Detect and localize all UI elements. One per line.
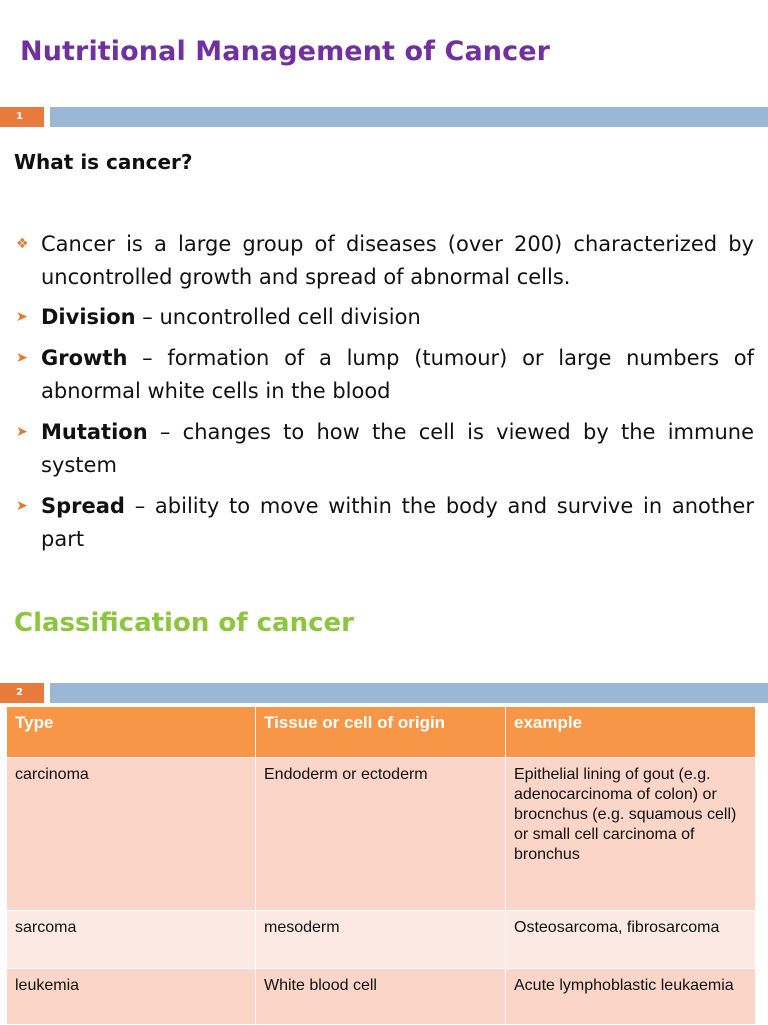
arrow-bullet-icon: ➤ [16,424,28,440]
slide1-divider [0,107,768,127]
table-cell: Endoderm or ectoderm [256,758,506,911]
table-cell: Epithelial lining of gout (e.g. adenocarcinoma of colon) or brocnchus (e.g. squamous cell) or small cell carcinoma of bronchus [506,758,756,911]
divider-bar [50,683,768,703]
table-row [7,758,756,911]
table-cell: Osteosarcoma, fibrosarcoma [506,911,756,969]
arrow-bullet-icon: ➤ [16,350,28,366]
table-cell: mesoderm [256,911,506,969]
table-cell: Acute lymphoblastic leukaemia [506,969,756,1025]
intro-paragraph: ❖ Cancer is a large group of diseases (over 200) characterized by uncontrolled growth and spread of abnormal cells. [14,228,754,294]
list-item [14,301,754,334]
list-item [14,342,754,408]
table-cell: sarcoma [7,911,256,969]
table-header-row [7,707,756,758]
list-item-term: Growth [41,346,128,370]
divider-bar [50,107,768,127]
table-row [7,969,756,1025]
list-item-term: Spread [41,494,125,518]
slide-number: 1 [0,107,44,127]
slide2-title: Classification of cancer [14,608,354,638]
table-header-cell: example [506,707,756,758]
arrow-bullet-icon: ➤ [16,309,28,325]
section-heading: What is cancer? [14,150,193,174]
list-item [14,416,754,482]
list-item-text: – ability to move within the body and survive in another part [41,494,754,551]
list-item-term: Division [41,305,136,329]
slide2-divider [0,683,768,703]
table-cell: leukemia [7,969,256,1025]
list-item-term: Mutation [41,420,148,444]
table-header-cell: Tissue or cell of origin [256,707,506,758]
list-item-text: – formation of a lump (tumour) or large numbers of abnormal white cells in the blood [41,346,754,403]
diamond-bullet-icon: ❖ [16,236,29,252]
table-row [7,911,756,969]
slide1-title: Nutritional Management of Cancer [20,36,551,67]
slide-number: 2 [0,683,44,703]
list-item-text: – uncontrolled cell division [135,305,421,329]
table-cell: carcinoma [7,758,256,911]
list-item-text: – changes to how the cell is viewed by the immune system [41,420,754,477]
table-header-cell: Type [7,707,256,758]
table-cell: White blood cell [256,969,506,1025]
list-item [14,490,754,556]
arrow-bullet-icon: ➤ [16,498,28,514]
classification-table [6,706,756,1025]
